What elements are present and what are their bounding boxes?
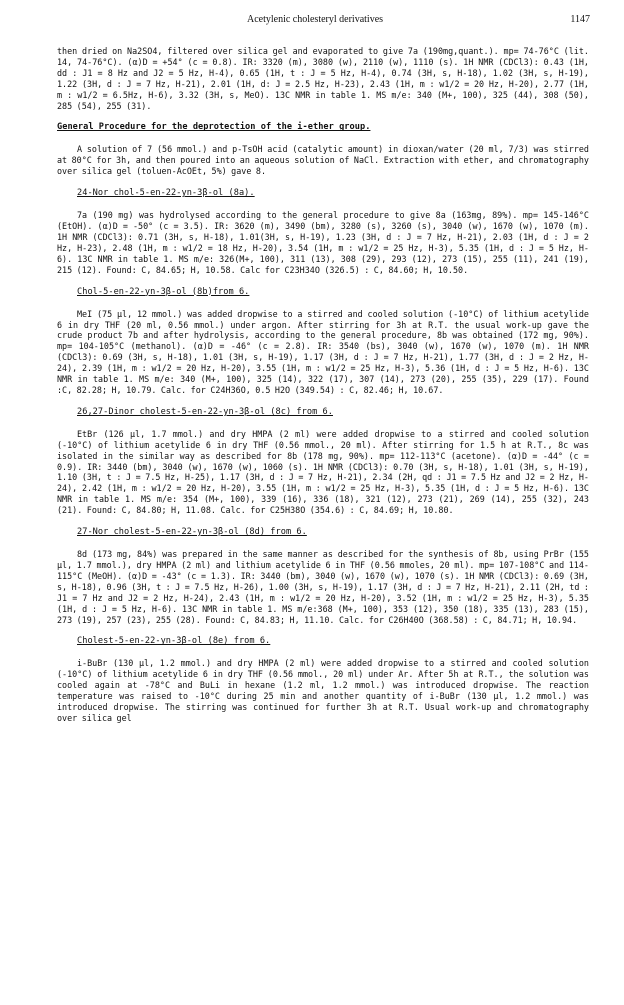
spacer [57,177,589,188]
compound-heading: Cholest-5-en-22-yn-3β-ol (8e) from 6. [77,636,271,647]
body-paragraph: 8d (173 mg, 84%) was prepared in the same manner as described for the synthesis of 8b, using PrBr (155 µl, 1.7 mmol.), dry HMPA (2 ml) and lithium acetylide 6 in THF (0.56 mmoles, 20 ml). mp= 107-108°C and 114-115°C (MeOH). (α)D = -43° (c = 1.3). IR: 3440 (bm), 3040 (w), 1670 (w), 1070 (s). 1H NMR (CDCl3): 0.69 (3H, s, H-18), 0.96 (3H, t : J = 7.5 Hz, H-26), 1.00 (3H, s, H-19), 1.17 (3H, d : J = 7 Hz, H-21), 2.11 (2H, td : J1 = 7 Hz and J2 = 2 Hz, H-24), 2.43 (1H, m : w1/2 = 20 Hz, H-20), 3.52 (1H, m : w1/2 = 25 Hz, H-3), 5.35 (1H, d : J = 5 Hz, H-6). 13C NMR in table 1. MS m/e:368 (M+, 100), 353 (12), 350 (18), 335 (13), 283 (15), 273 (19), 257 (23), 255 (28). Found: C, 84.83; H, 11.10. Calc. for C26H40O (368.58) : C, 84.71; H, 10.94. [57,549,589,625]
spacer [57,647,589,658]
body-paragraph: EtBr (126 µl, 1.7 mmol.) and dry HMPA (2 ml) were added dropwise to a stirred and cooled solution (-10°C) of lithium acetylide 6 in dry THF (0.56 mmol., 20 ml). After stirring for 1.5 h at R.T., 8c was isolated in the similar way as described for 8b (178 mg, 90%). mp= 112-113°C (acetone). (α)D = -44° (c = 0.9). IR: 3440 (bm), 3040 (w), 1670 (w), 1060 (s). 1H NMR (CDCl3): 0.70 (3H, s, H-18), 1.01 (3H, s, H-19), 1.10 (3H, t : J = 7.5 Hz, H-25), 1.17 (3H, d : J = 7 Hz, H-21), 2.34 (2H, qd : J1 = 7.5 Hz and J2 = 2 Hz, H-24), 2.42 (1H, m : w1/2 = 20 Hz, H-20), 3.55 (1H, m : w1/2 = 25 Hz, H-3), 5.35 (1H, d : J = 5 Hz, H-6). 13C NMR in table 1. MS m/e: 354 (M+, 100), 339 (16), 336 (18), 321 (12), 273 (21), 269 (14), 255 (32), 243 (21). Found: C, 84.80; H, 11.08. Calc. for C25H38O (354.6) : C, 84.69; H, 10.80. [57,428,589,516]
spacer [57,111,589,122]
body-paragraph: 7a (190 mg) was hydrolysed according to the general procedure to give 8a (163mg, 89%). mp= 145-146°C (EtOH). (α)D = -50° (c = 3.5). IR: 3620 (m), 3490 (bm), 3280 (s), 3260 (s), 3040 (w), 1670 (w), 1070 (m). 1H NMR (CDCl3): 0.71 (3H, s, H-18), 1.01(3H, s, H-19), 1.23 (3H, d : J = 7 Hz, H-21), 2.03 (1H, d : J = 2 Hz, H-23), 2.48 (1H, m : w1/2 = 18 Hz, H-20), 3.54 (1H, m : w1/2 = 25 Hz, H-3), 5.35 (1H, d : J = 5 Hz, H-6). 13C NMR in table 1. MS m/e: 326(M+, 100), 311 (13), 308 (29), 293 (12), 273 (15), 255 (11), 241 (19), 215 (12). Found: C, 84.65; H, 10.58. Calc for C23H34O (326.5) : C, 84.60; H, 10.50. [57,210,589,275]
body-paragraph: A solution of 7 (56 mmol.) and p-TsOH acid (catalytic amount) in dioxan/water (20 ml, 7/3) was stirred at 80°C for 3h, and then poured into an aqueous solution of NaCl. Extraction with ether, and chromatography over silica gel (toluen-AcOEt, 5%) gave 8. [57,144,589,177]
spacer [57,516,589,527]
spacer [57,418,589,429]
body-paragraph: i-BuBr (130 µl, 1.2 mmol.) and dry HMPA (2 ml) were added dropwise to a stirred and cooled solution (-10°C) of lithium acetylide 6 in dry THF (0.56 mmol., 20 ml) under Ar. After 5h at R.T., the solution was cooled again at -78°C and BuLi in hexane (1.2 ml, 1.2 mmol.) was introduced dropwise. The reaction temperature was raised to -10°C during 25 min and another quantity of i-BuBr (130 µl, 1.2 mmol.) was introduced dropwise. The stirring was continued for further 3h at R.T. Usual work-up and chromatography over silica gel [57,658,589,723]
body-paragraph: MeI (75 µl, 12 mmol.) was added dropwise to a stirred and cooled solution (-10°C) of lithium acetylide 6 in dry THF (20 ml, 0.56 mmol.) under argon. After stirring for 3h at R.T. the usual work-up gave the crude product 7b and after hydrolysis, according to the general procedure, 8b was obtained (172 mg, 90%). mp= 104-105°C (methanol). (α)D = -46° (c = 2.8). IR: 3540 (bs), 3040 (w), 1670 (w), 1070 (m). 1H NMR (CDCl3): 0.69 (3H, s, H-18), 1.01 (3H, s, H-19), 1.17 (3H, d : J = 7 Hz, H-21), 1.77 (3H, d : J = 2 Hz, H-24), 2.39 (1H, m : w1/2 = 20 Hz, H-20), 3.55 (1H, m : w1/2 = 25 Hz, H-3), 5.36 (1H, d : J = 5 Hz, H-6). 13C NMR in table 1. MS m/e: 340 (M+, 100), 325 (14), 322 (17), 307 (14), 273 (20), 255 (35), 229 (17). Found :C, 82.28; H, 10.79. Calc. for C24H36O, 0.5 H2O (349.54) : C, 82.46; H, 10.67. [57,308,589,395]
page-number: 1147 [570,14,590,25]
spacer [57,276,589,287]
spacer [57,298,589,309]
spacer [57,538,589,549]
spacer [57,396,589,407]
compound-heading: 26,27-Dinor cholest-5-en-22-yn-3β-ol (8c) from 6. [77,406,333,417]
body-paragraph: then dried on Na2SO4, filtered over silica gel and evaporated to give 7a (190mg,quant.). mp= 74-76°C (lit. 14, 74-76°C). (α)D = +54° (c = 0.8). IR: 3320 (m), 3080 (w), 2110 (w), 1110 (s). 1H NMR (CDCl3): 0.43 (1H, dd : J1 = 8 Hz and J2 = 5 Hz, H-4), 0.65 (1H, t : J = 5 Hz, H-4), 0.74 (3H, s, H-18), 1.02 (3H, s, H-19), 1.22 (3H, d : J = 7 Hz, H-21), 2.01 (1H, d: J = 2.5 Hz, H-23), 2.43 (1H, m : w1/2 = 20 Hz, H-20), 2.77 (1H, m : w1/2 = 6.5Hz, H-6), 3.32 (3H, s, MeO). 13C NMR in table 1. MS m/e: 340 (M+, 100), 325 (44), 308 (50), 285 (54), 255 (31). [57,46,589,111]
spacer [57,199,589,210]
running-header [40,14,590,28]
running-title: Acetylenic cholesteryl derivatives [246,14,384,25]
compound-heading: Chol-5-en-22-yn-3β-ol (8b)from 6. [77,286,250,297]
compound-heading: 27-Nor cholest-5-en-22-yn-3β-ol (8d) from 6. [77,527,307,538]
article-body [57,46,589,724]
spacer [57,625,589,636]
section-heading: General Procedure for the deprotection of the i-ether group. [57,122,371,133]
spacer [57,133,589,144]
compound-heading: 24-Nor chol-5-en-22-yn-3β-ol (8a). [77,188,255,199]
